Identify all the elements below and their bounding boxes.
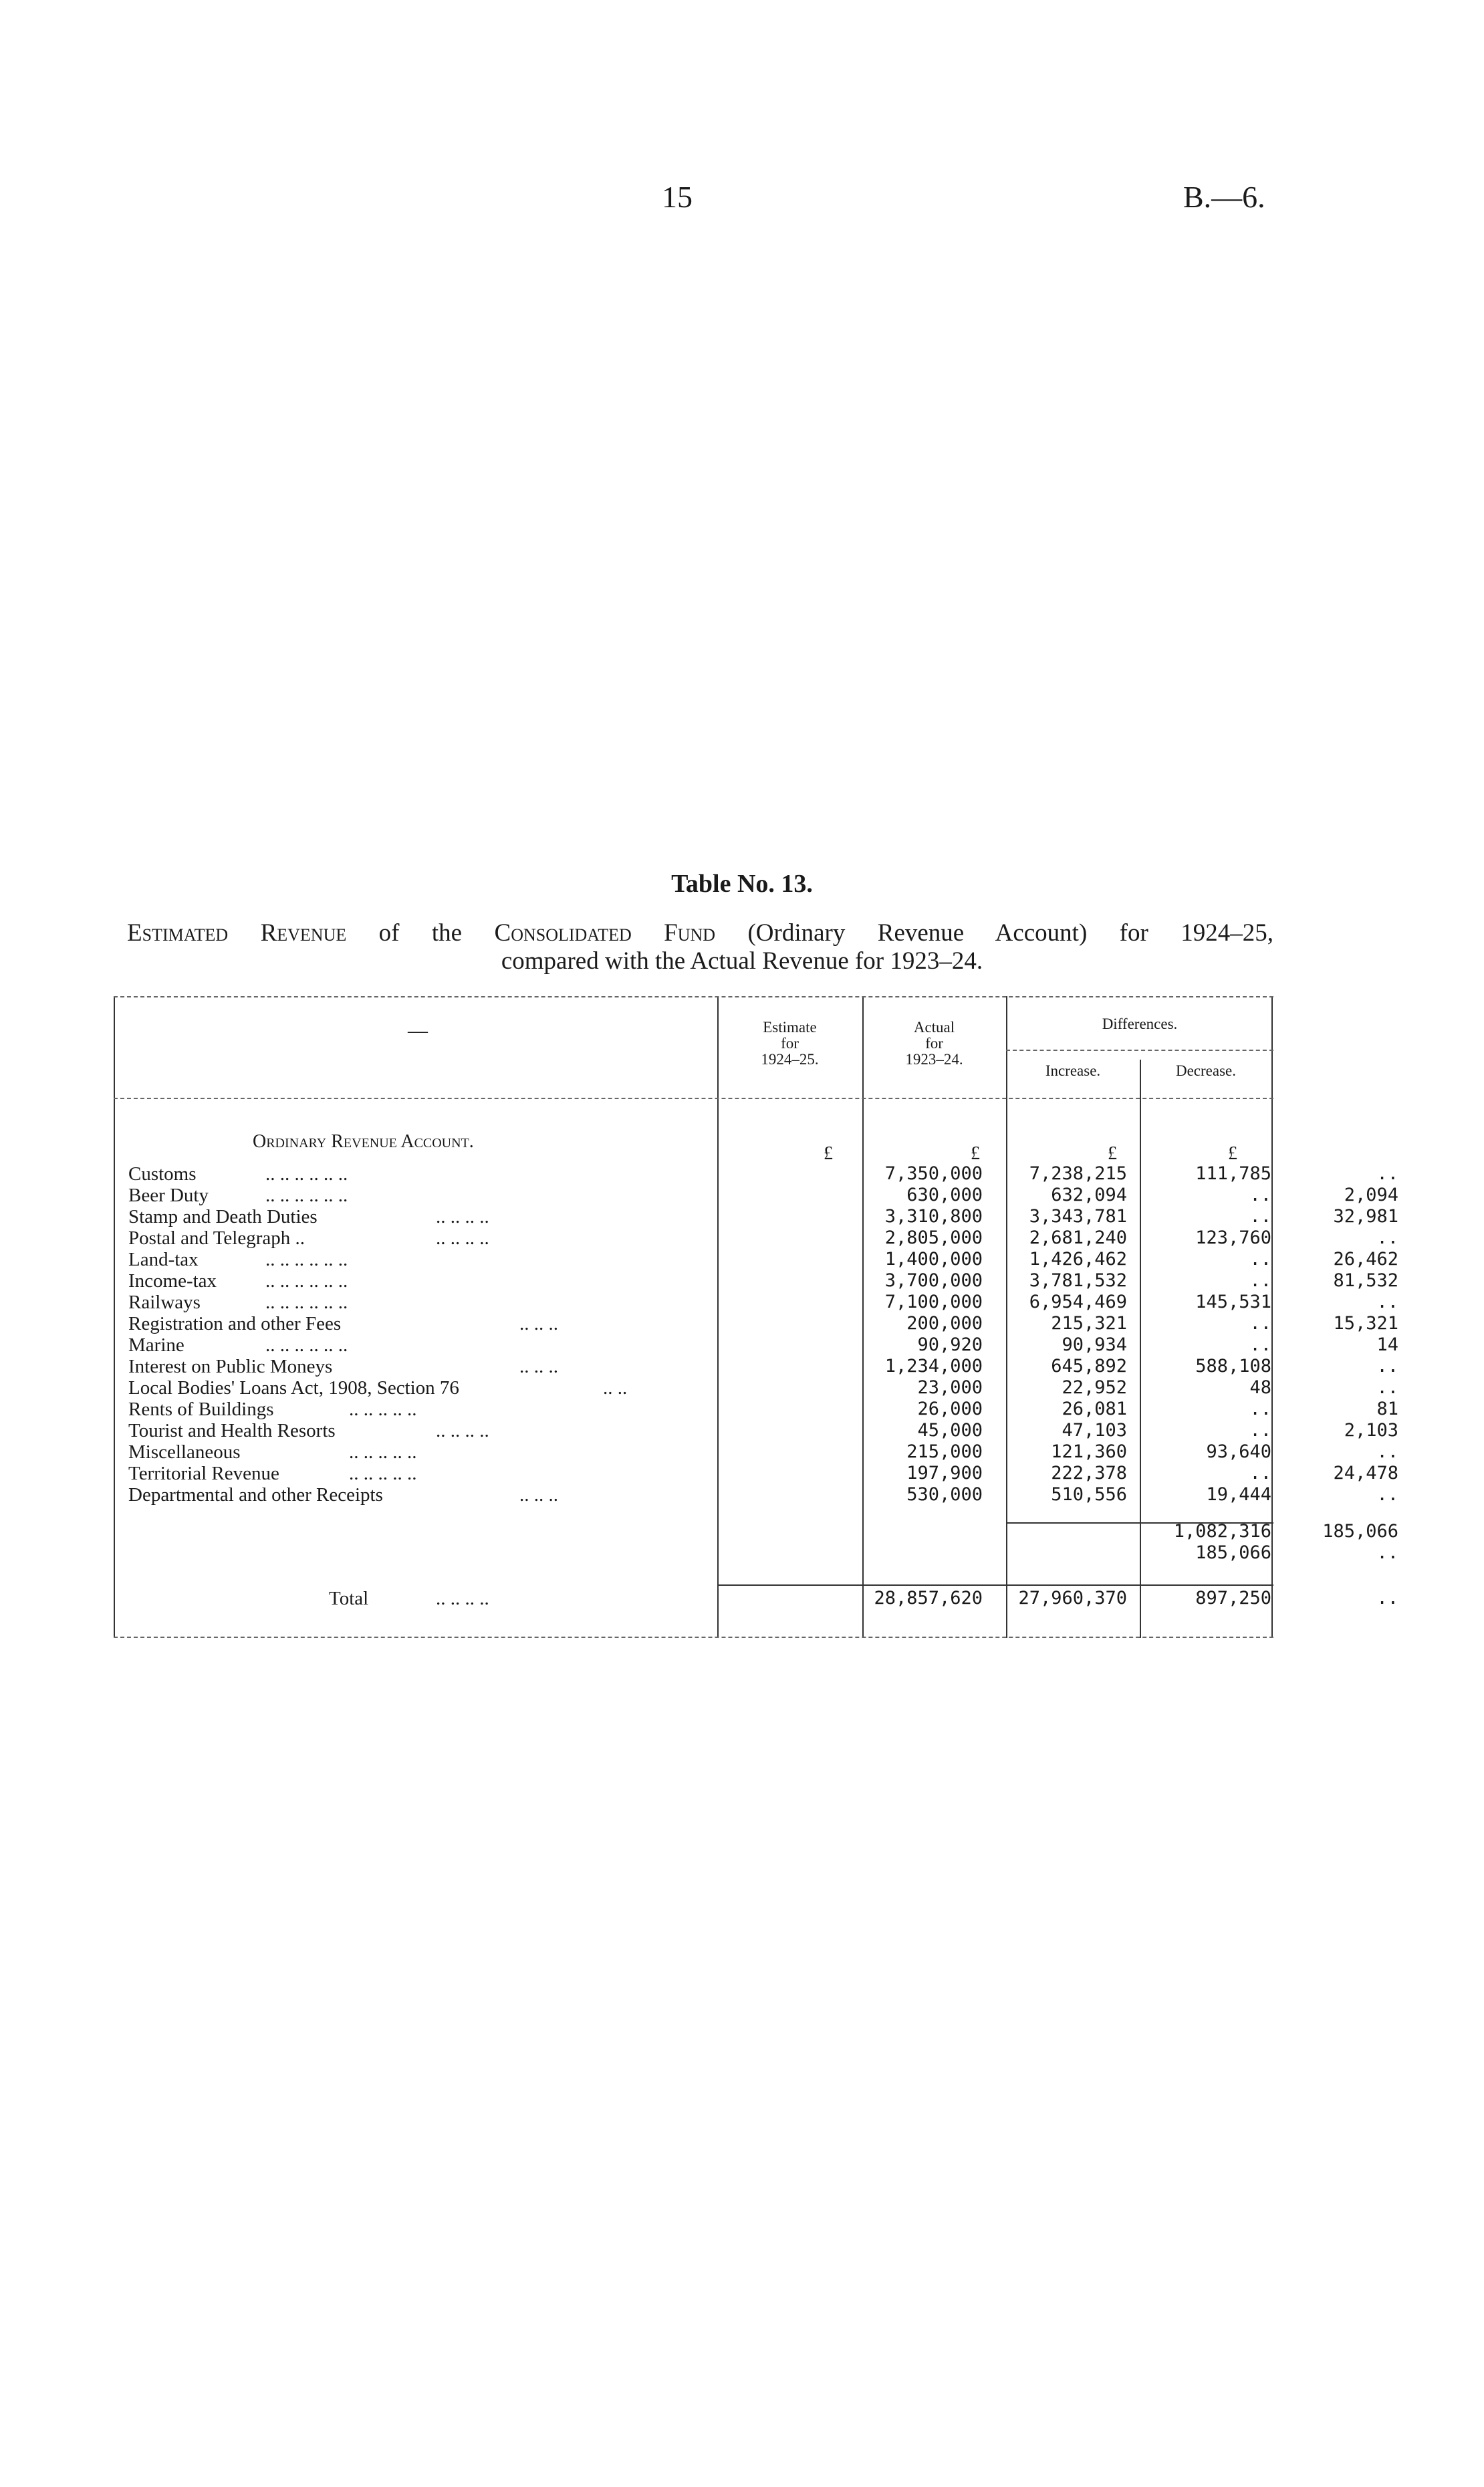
table-row-total	[128, 1588, 1398, 1609]
increase-value: ..	[1249, 1420, 1271, 1441]
subtotal-increase: 185,066	[1195, 1542, 1271, 1563]
increase-value: ..	[1249, 1270, 1271, 1291]
header-increase: Increase.	[1045, 1062, 1101, 1079]
table-row-beer-duty	[128, 1185, 1398, 1206]
differences-rule	[1006, 1050, 1273, 1051]
decrease-value: 2,094	[1344, 1185, 1398, 1205]
increase-value: 111,785	[1195, 1163, 1271, 1184]
decrease-value: 81,532	[1333, 1270, 1398, 1291]
leader-dots: .. .. .. .. ..	[349, 1463, 417, 1484]
top-rule	[114, 996, 1273, 997]
section-title: Ordinary Revenue Account.	[253, 1131, 474, 1152]
row-label: Rents of Buildings	[128, 1399, 274, 1420]
table-row-marine	[128, 1334, 1398, 1356]
total-label: Total	[329, 1588, 369, 1609]
row-label: Marine	[128, 1334, 184, 1356]
decrease-value: 14	[1376, 1334, 1398, 1355]
decrease-value: ..	[1376, 1227, 1398, 1248]
increase-value: 145,531	[1195, 1292, 1271, 1312]
row-label: Registration and other Fees	[128, 1313, 342, 1334]
table-row-registration-fees	[128, 1313, 1398, 1334]
leader-dots: .. .. .. .. .. ..	[265, 1292, 348, 1313]
header-estimate	[717, 1020, 862, 1068]
leader-dots: .. .. .. ..	[436, 1206, 489, 1227]
leader-dots: .. .. .. .. .. ..	[265, 1163, 348, 1185]
decrease-value: 32,981	[1333, 1206, 1398, 1227]
estimate-value: 90,920	[917, 1334, 983, 1355]
header-blank-dash: —	[408, 1020, 428, 1042]
subtotal-rows	[128, 1521, 1398, 1564]
leader-dots: .. .. .. .. .. ..	[265, 1270, 348, 1292]
estimate-value: 2,805,000	[884, 1227, 983, 1248]
table-row-income-tax	[128, 1270, 1398, 1292]
revenue-rows	[128, 1163, 1398, 1506]
row-label: Departmental and other Receipts	[128, 1484, 383, 1506]
actual-value: 90,934	[1062, 1334, 1127, 1355]
caption-of-the: of the	[346, 919, 495, 947]
increase-currency: £	[1108, 1143, 1117, 1164]
actual-value: 222,378	[1051, 1463, 1127, 1484]
increase-value: ..	[1249, 1249, 1271, 1270]
row-label: Railways	[128, 1292, 201, 1313]
estimate-value: 3,310,800	[884, 1206, 983, 1227]
table-caption-line-1	[127, 919, 1273, 947]
actual-value: 632,094	[1051, 1185, 1127, 1205]
increase-value: ..	[1249, 1313, 1271, 1334]
table-title: Table No. 13.	[671, 870, 813, 898]
table-row-customs	[128, 1163, 1398, 1185]
estimate-value: 3,700,000	[884, 1270, 983, 1291]
subtotal-row-2	[128, 1542, 1398, 1564]
estimate-value: 23,000	[917, 1377, 983, 1398]
actual-value: 3,343,781	[1029, 1206, 1127, 1227]
estimate-value: 200,000	[906, 1313, 983, 1334]
estimate-value: 7,350,000	[884, 1163, 983, 1184]
increase-value: ..	[1249, 1185, 1271, 1205]
increase-value: 123,760	[1195, 1227, 1271, 1248]
decrease-currency: £	[1228, 1143, 1237, 1164]
leader-dots: .. .. ..	[519, 1484, 558, 1506]
increase-value: 48	[1249, 1377, 1271, 1398]
row-label: Tourist and Health Resorts	[128, 1420, 336, 1441]
total-row	[128, 1588, 1398, 1609]
actual-currency: £	[971, 1143, 980, 1164]
total-estimate: 28,857,620	[874, 1588, 983, 1609]
subtotal-increase: 1,082,316	[1173, 1521, 1271, 1542]
total-decrease: ..	[1376, 1588, 1398, 1609]
leader-dots: .. .. ..	[519, 1313, 558, 1334]
estimate-value: 197,900	[906, 1463, 983, 1484]
estimate-value: 630,000	[906, 1185, 983, 1205]
estimate-value: 45,000	[917, 1420, 983, 1441]
estimate-currency: £	[824, 1143, 833, 1164]
table-row-land-tax	[128, 1249, 1398, 1270]
header-estimate-line-1: Estimate	[763, 1019, 817, 1036]
leader-dots: .. .. .. .. ..	[349, 1441, 417, 1463]
table-caption-line-2: compared with the Actual Revenue for 1923–24.	[501, 947, 983, 975]
table-row-departmental-receipts	[128, 1484, 1398, 1506]
row-label: Postal and Telegraph ..	[128, 1227, 305, 1249]
header-decrease: Decrease.	[1175, 1062, 1236, 1079]
leader-dots: .. .. .. .. ..	[349, 1399, 417, 1420]
table-row-interest-public-moneys	[128, 1356, 1398, 1377]
actual-value: 26,081	[1062, 1399, 1127, 1419]
actual-value: 510,556	[1051, 1484, 1127, 1505]
estimate-value: 1,400,000	[884, 1249, 983, 1270]
caption-estimated-revenue: Estimated Revenue	[127, 919, 347, 947]
page-number: 15	[662, 180, 693, 214]
actual-value: 22,952	[1062, 1377, 1127, 1398]
total-rule	[717, 1584, 1273, 1586]
header-actual	[862, 1020, 1006, 1068]
leader-dots: .. ..	[603, 1377, 628, 1399]
leader-dots: .. .. .. .. .. ..	[265, 1334, 348, 1356]
table-row-local-bodies-loans	[128, 1377, 1398, 1399]
row-label: Land-tax	[128, 1249, 199, 1270]
increase-value: ..	[1249, 1334, 1271, 1355]
row-label: Territorial Revenue	[128, 1463, 279, 1484]
row-label: Local Bodies' Loans Act, 1908, Section 76	[128, 1377, 459, 1399]
actual-value: 121,360	[1051, 1441, 1127, 1462]
decrease-value: 2,103	[1344, 1420, 1398, 1441]
header-estimate-line-2: for	[781, 1035, 799, 1052]
table-row-tourist-health-resorts	[128, 1420, 1398, 1441]
actual-value: 2,681,240	[1029, 1227, 1127, 1248]
total-actual: 27,960,370	[1018, 1588, 1127, 1609]
leader-dots: .. .. .. ..	[436, 1420, 489, 1441]
table-row-railways	[128, 1292, 1398, 1313]
document-reference: B.—6.	[1183, 180, 1265, 214]
caption-account-period: (Ordinary Revenue Account) for 1924–25,	[715, 919, 1273, 947]
table-row-miscellaneous	[128, 1441, 1398, 1463]
estimate-value: 215,000	[906, 1441, 983, 1462]
decrease-value: ..	[1376, 1484, 1398, 1505]
row-label: Stamp and Death Duties	[128, 1206, 318, 1227]
subtotal-row-1	[128, 1521, 1398, 1542]
decrease-value: 81	[1376, 1399, 1398, 1419]
header-actual-line-1: Actual	[913, 1019, 955, 1036]
estimate-value: 1,234,000	[884, 1356, 983, 1377]
header-estimate-line-3: 1924–25.	[761, 1051, 819, 1068]
left-border	[114, 996, 115, 1638]
header-differences: Differences.	[1102, 1016, 1178, 1032]
actual-value: 47,103	[1062, 1420, 1127, 1441]
leader-dots: .. .. ..	[519, 1356, 558, 1377]
row-label: Miscellaneous	[128, 1441, 241, 1463]
increase-value: 588,108	[1195, 1356, 1271, 1377]
actual-value: 645,892	[1051, 1356, 1127, 1377]
table-row-stamp-death-duties	[128, 1206, 1398, 1227]
actual-value: 1,426,462	[1029, 1249, 1127, 1270]
decrease-value: ..	[1376, 1441, 1398, 1462]
row-label: Customs	[128, 1163, 197, 1185]
header-actual-line-3: 1923–24.	[905, 1051, 963, 1068]
increase-value: 19,444	[1206, 1484, 1271, 1505]
estimate-value: 7,100,000	[884, 1292, 983, 1312]
actual-value: 215,321	[1051, 1313, 1127, 1334]
row-label: Beer Duty	[128, 1185, 209, 1206]
header-actual-line-2: for	[925, 1035, 943, 1052]
subtotal-decrease: 185,066	[1322, 1521, 1398, 1542]
decrease-value: 26,462	[1333, 1249, 1398, 1270]
increase-value: ..	[1249, 1399, 1271, 1419]
table-row-postal-telegraph	[128, 1227, 1398, 1249]
leader-dots: .. .. .. ..	[436, 1227, 489, 1249]
decrease-value: ..	[1376, 1377, 1398, 1398]
bottom-rule	[114, 1637, 1273, 1638]
decrease-value: 24,478	[1333, 1463, 1398, 1484]
actual-value: 3,781,532	[1029, 1270, 1127, 1291]
increase-value: ..	[1249, 1206, 1271, 1227]
estimate-value: 26,000	[917, 1399, 983, 1419]
total-increase: 897,250	[1195, 1588, 1271, 1609]
table-row-rents-of-buildings	[128, 1399, 1398, 1420]
actual-value: 6,954,469	[1029, 1292, 1127, 1312]
increase-value: 93,640	[1206, 1441, 1271, 1462]
actual-value: 7,238,215	[1029, 1163, 1127, 1184]
increase-value: ..	[1249, 1463, 1271, 1484]
currency-row	[128, 1143, 1271, 1165]
subtotal-decrease: ..	[1376, 1542, 1398, 1563]
leader-dots: .. .. .. .. .. ..	[265, 1185, 348, 1206]
leader-dots: .. .. .. ..	[436, 1588, 489, 1609]
estimate-value: 530,000	[906, 1484, 983, 1505]
row-label: Income-tax	[128, 1270, 217, 1292]
leader-dots: .. .. .. .. .. ..	[265, 1249, 348, 1270]
decrease-value: ..	[1376, 1163, 1398, 1184]
header-bottom-rule	[114, 1098, 1273, 1099]
table-row-territorial-revenue	[128, 1463, 1398, 1484]
row-label: Interest on Public Moneys	[128, 1356, 333, 1377]
caption-consolidated-fund: Consolidated Fund	[494, 919, 716, 947]
decrease-value: ..	[1376, 1292, 1398, 1312]
decrease-value: ..	[1376, 1356, 1398, 1377]
decrease-value: 15,321	[1333, 1313, 1398, 1334]
